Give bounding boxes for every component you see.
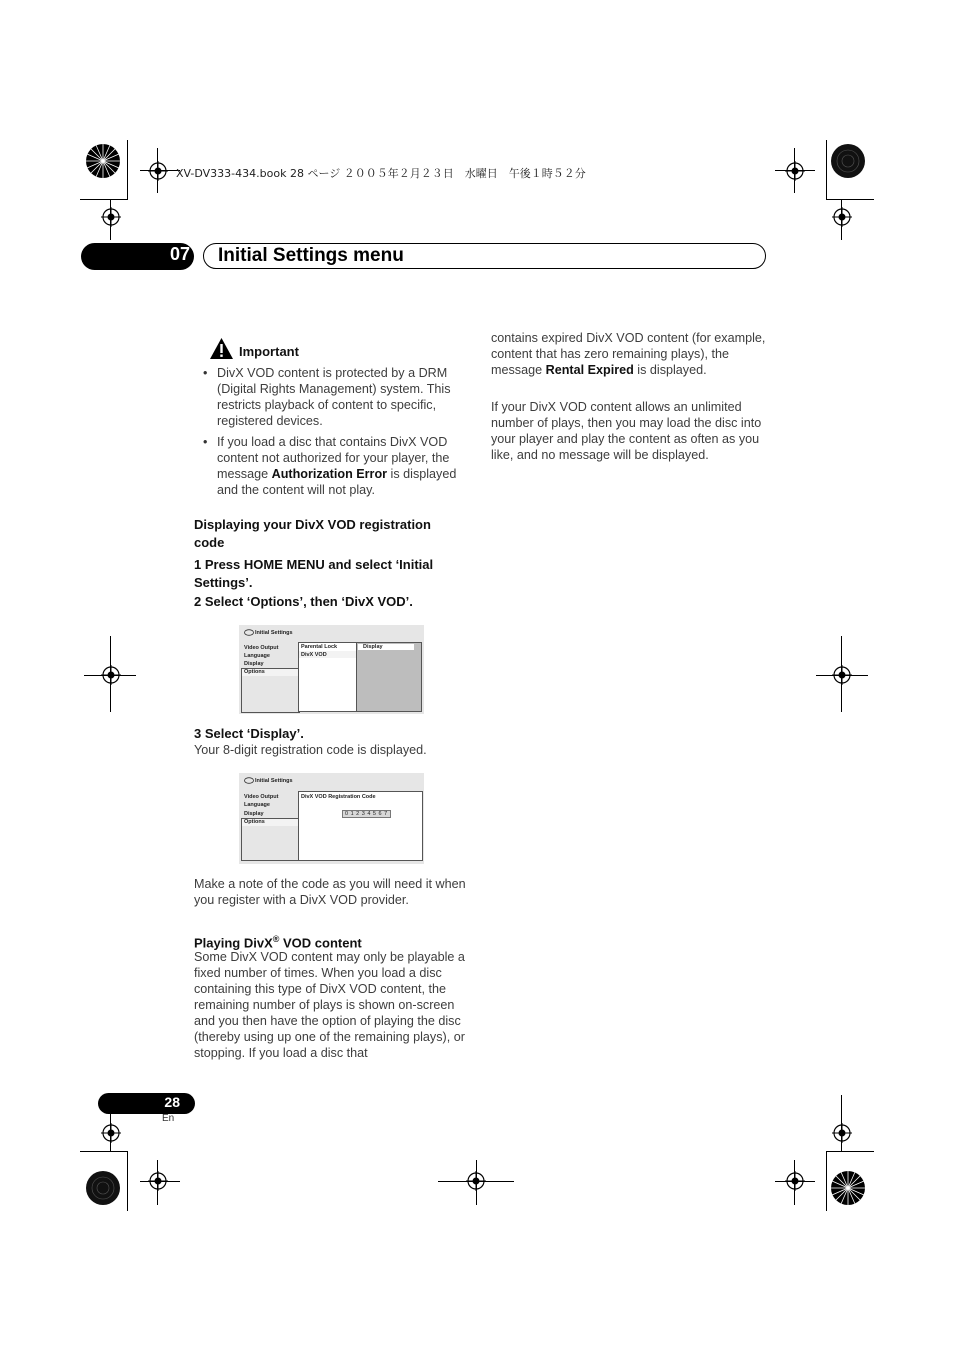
registration-target-icon: [148, 1171, 168, 1191]
osd-menu-language: Language: [244, 802, 270, 808]
registration-target-icon: [832, 1123, 852, 1143]
important-bullet-2-end: is displayed and the content will not play.: [217, 467, 457, 497]
registration-target-icon: [832, 665, 852, 685]
page-number: 28: [164, 1094, 180, 1110]
starburst-wheel-icon: [85, 143, 121, 179]
playing-heading-end: VOD content: [279, 935, 362, 951]
language-code: En: [162, 1113, 175, 1124]
rental-expired-text: Rental Expired: [545, 363, 634, 377]
playing-continuation: [491, 330, 766, 378]
osd-option-display: Display: [363, 644, 383, 650]
list-item: [195, 434, 471, 498]
starburst-wheel-icon: [830, 143, 866, 179]
chapter-title: Initial Settings menu: [218, 245, 404, 266]
step-2: 2 Select ‘Options’, then ‘DivX VOD’.: [194, 594, 413, 609]
osd-registration-label: DivX VOD Registration Code: [301, 794, 376, 800]
step-3: 3 Select ‘Display’.: [194, 726, 304, 741]
playing-heading-text: Playing DivX: [194, 935, 273, 951]
registration-heading: Displaying your DivX VOD registration code: [194, 517, 431, 550]
step-1: 1 Press HOME MENU and select ‘Initial Settings’.: [194, 557, 434, 590]
continuation-end: is displayed.: [633, 363, 707, 377]
settings-disc-icon: [244, 629, 254, 636]
osd-menu-language: Language: [244, 653, 270, 659]
osd-registration-code: 0 1 2 3 4 5 6 7: [342, 810, 391, 818]
list-item: [195, 365, 471, 429]
playing-text: Some DivX VOD content may only be playable a fixed number of times. When you load a disc containing this type of DivX VOD content, the remaining number of plays is shown on-screen and you then have the option of playing the disc (thereby using up one of the remaining plays), or stopping. If you load a disc that: [194, 950, 465, 1060]
page-number-pill: [98, 1093, 195, 1114]
osd-screen-registration-code: [239, 773, 424, 864]
osd-menu-video-output: Video Output: [244, 794, 279, 800]
chapter-title-box: [203, 243, 766, 269]
authorization-error-text: Authorization Error: [271, 467, 388, 481]
unlimited-plays-text: If your DivX VOD content allows an unlimited number of plays, then you may load the disc into your player and play the content as often as you like, and no message will be displayed.: [491, 400, 762, 462]
print-header: XV-DV333-434.book 28 ページ ２００５年２月２３日 水曜日 午後１時５２分: [176, 167, 586, 180]
registration-target-icon: [101, 207, 121, 227]
osd-menu-options: Options: [244, 819, 265, 825]
chapter-number: 07: [169, 244, 190, 264]
continuation-text: contains expired DivX VOD content (for example, content that has zero remaining plays), the message: [491, 331, 766, 377]
osd-sub-divx-vod: DivX VOD: [301, 652, 327, 658]
important-bullet-1: DivX VOD content is protected by a DRM (Digital Rights Management) system. This restricts playback of content to specific, registered devices.: [217, 366, 451, 428]
osd-menu-display: Display: [244, 661, 264, 667]
registration-note: Make a note of the code as you will need it when you register with a DivX VOD provider.: [194, 877, 466, 907]
important-bullet-2: If you load a disc that contains DivX VOD content not authorized for your player, the message: [217, 435, 450, 481]
registration-target-icon: [101, 665, 121, 685]
osd-menu-options: Options: [244, 669, 265, 675]
osd-title: Initial Settings: [255, 778, 293, 784]
step-3-description: Your 8-digit registration code is displayed.: [194, 743, 427, 757]
osd-menu-video-output: Video Output: [244, 645, 279, 651]
osd-title: Initial Settings: [255, 630, 293, 636]
osd-screen-divx-vod: [239, 625, 424, 714]
important-heading: Important: [239, 344, 299, 359]
starburst-wheel-icon: [85, 1170, 121, 1206]
warning-icon: [209, 337, 234, 360]
osd-menu-display: Display: [244, 811, 264, 817]
registration-target-icon: [148, 161, 168, 181]
registration-target-icon: [101, 1123, 121, 1143]
registration-target-icon: [832, 207, 852, 227]
registered-mark: ®: [272, 934, 280, 944]
registration-target-icon: [785, 1171, 805, 1191]
starburst-wheel-icon: [830, 1170, 866, 1206]
registration-target-icon: [466, 1171, 486, 1191]
settings-disc-icon: [244, 777, 254, 784]
important-list: [195, 365, 471, 503]
registration-target-icon: [785, 161, 805, 181]
osd-sub-parental-lock: Parental Lock: [301, 644, 338, 650]
